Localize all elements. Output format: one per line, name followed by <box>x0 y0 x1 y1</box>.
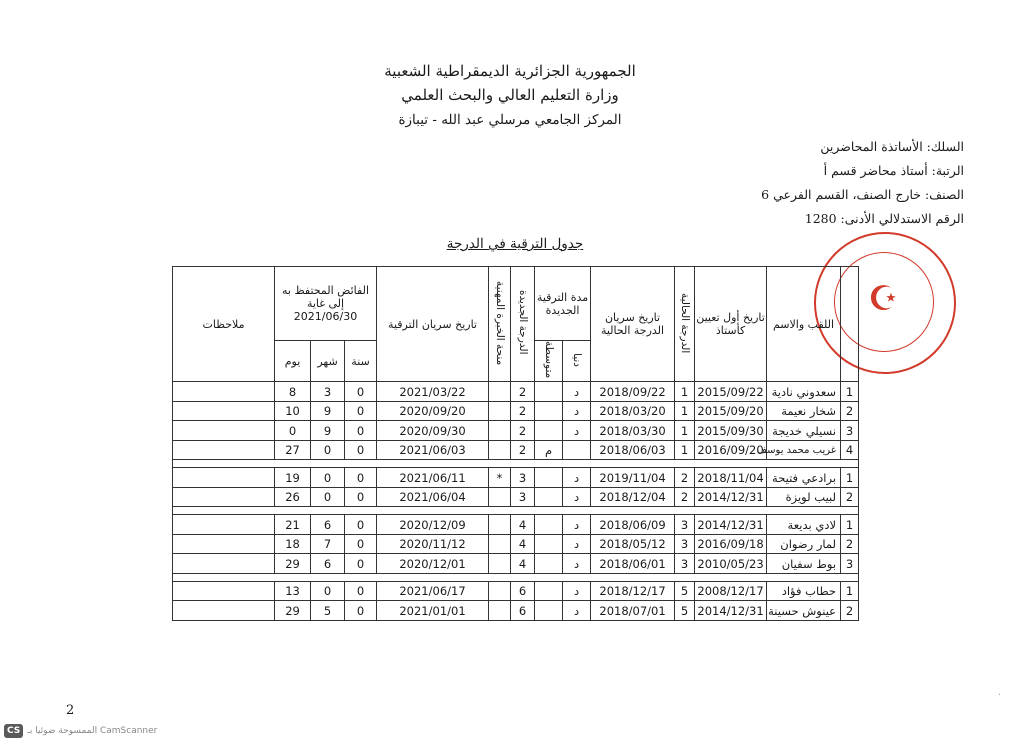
col-merit-grant <box>489 267 511 382</box>
col-new-grade-label: الدرجة الجديدة <box>517 290 530 355</box>
scanner-text: CamScanner الممسوحة ضوئيا بـ <box>27 726 158 736</box>
cell-gdate: 2018/06/03 <box>591 440 675 460</box>
cell-new: 6 <box>511 601 535 621</box>
table-row <box>173 421 859 441</box>
cell-min: د <box>563 534 591 554</box>
cell-n: 1 <box>841 515 859 535</box>
cell-n: 1 <box>841 382 859 402</box>
cell-name: لادي بديعة <box>767 515 841 535</box>
cell-pdate: 2020/12/01 <box>377 554 489 574</box>
cell-y: 0 <box>345 581 377 601</box>
cell-min: د <box>563 581 591 601</box>
cell-gdate: 2018/12/04 <box>591 487 675 507</box>
table-row <box>173 534 859 554</box>
header-center: المركز الجامعي مرسلي عبد الله - تيبازة <box>398 112 622 128</box>
cell-min: د <box>563 468 591 488</box>
cell-merit <box>489 515 511 535</box>
cell-new: 2 <box>511 382 535 402</box>
cell-y: 0 <box>345 487 377 507</box>
cell-avg <box>535 534 563 554</box>
cell-merit <box>489 440 511 460</box>
cell-avg <box>535 554 563 574</box>
cell-first: 2016/09/20 <box>695 440 767 460</box>
cell-name: حطاب فؤاد <box>767 581 841 601</box>
cell-new: 4 <box>511 515 535 535</box>
col-surplus: الفائض المحتفظ به إلى غاية 2021/06/30 <box>275 267 377 341</box>
cell-pdate: 2021/03/22 <box>377 382 489 402</box>
cell-first: 2010/05/23 <box>695 554 767 574</box>
table-row <box>173 581 859 601</box>
cell-min: د <box>563 487 591 507</box>
cell-m: 6 <box>311 554 345 574</box>
table-title: جدول الترقية في الدرجة <box>446 236 584 252</box>
cell-n: 4 <box>841 440 859 460</box>
cell-m: 0 <box>311 581 345 601</box>
corner-mark: · <box>998 690 1002 701</box>
cell-d: 10 <box>275 401 311 421</box>
cell-notes <box>173 601 275 621</box>
header-ministry: وزارة التعليم العالي والبحث العلمي <box>401 86 619 104</box>
cell-pdate: 2021/06/03 <box>377 440 489 460</box>
cell-notes <box>173 401 275 421</box>
cell-new: 3 <box>511 487 535 507</box>
cell-pdate: 2020/09/30 <box>377 421 489 441</box>
cell-merit: * <box>489 468 511 488</box>
cell-y: 0 <box>345 515 377 535</box>
cell-n: 3 <box>841 421 859 441</box>
cell-name: لمار رضوان <box>767 534 841 554</box>
cell-m: 0 <box>311 487 345 507</box>
col-name: اللقب والاسم <box>767 267 841 382</box>
cell-n: 1 <box>841 581 859 601</box>
cell-grade: 3 <box>675 534 695 554</box>
col-year: سنة <box>345 341 377 382</box>
cell-gdate: 2019/11/04 <box>591 468 675 488</box>
cell-grade: 1 <box>675 382 695 402</box>
promotion-table <box>172 266 859 621</box>
cell-gdate: 2018/06/09 <box>591 515 675 535</box>
cell-n: 2 <box>841 534 859 554</box>
cell-new: 3 <box>511 468 535 488</box>
cell-new: 4 <box>511 554 535 574</box>
cell-d: 21 <box>275 515 311 535</box>
cell-gdate: 2018/03/30 <box>591 421 675 441</box>
cell-avg <box>535 515 563 535</box>
col-day: يوم <box>275 341 311 382</box>
cell-m: 5 <box>311 601 345 621</box>
col-min-label: دنيا <box>571 352 584 367</box>
cell-m: 7 <box>311 534 345 554</box>
cell-avg <box>535 382 563 402</box>
cell-gdate: 2018/05/12 <box>591 534 675 554</box>
cell-d: 19 <box>275 468 311 488</box>
cell-first: 2015/09/20 <box>695 401 767 421</box>
cell-min: د <box>563 554 591 574</box>
cell-gdate: 2018/03/20 <box>591 401 675 421</box>
cell-first: 2014/12/31 <box>695 515 767 535</box>
cell-first: 2015/09/22 <box>695 382 767 402</box>
cell-y: 0 <box>345 554 377 574</box>
cell-n: 2 <box>841 401 859 421</box>
cell-n: 3 <box>841 554 859 574</box>
table-body <box>173 382 859 621</box>
cell-m: 9 <box>311 401 345 421</box>
cell-d: 26 <box>275 487 311 507</box>
cell-notes <box>173 421 275 441</box>
cell-merit <box>489 487 511 507</box>
cell-d: 0 <box>275 421 311 441</box>
cell-name: نسيلي خديجة <box>767 421 841 441</box>
meta-index: الرقم الاستدلالي الأدنى: 1280 <box>804 211 964 226</box>
cell-notes <box>173 468 275 488</box>
cell-y: 0 <box>345 534 377 554</box>
cell-grade: 3 <box>675 515 695 535</box>
cell-y: 0 <box>345 601 377 621</box>
cell-m: 0 <box>311 468 345 488</box>
cell-merit <box>489 601 511 621</box>
cell-name: عينوش حسينة <box>767 601 841 621</box>
table-row <box>173 468 859 488</box>
col-number <box>841 267 859 382</box>
col-merit-grant-label: منحة الخبرة المهنية <box>494 280 507 365</box>
cell-grade: 1 <box>675 440 695 460</box>
table-row <box>173 515 859 535</box>
cell-d: 29 <box>275 601 311 621</box>
col-current-grade-label: الدرجة الحالية <box>679 292 692 353</box>
cell-new: 6 <box>511 581 535 601</box>
cell-first: 2015/09/30 <box>695 421 767 441</box>
cell-d: 8 <box>275 382 311 402</box>
cell-first: 2016/09/18 <box>695 534 767 554</box>
group-separator <box>173 460 859 468</box>
scanner-watermark <box>4 724 157 738</box>
cell-grade: 1 <box>675 421 695 441</box>
cell-notes <box>173 534 275 554</box>
table-row <box>173 487 859 507</box>
cell-pdate: 2021/01/01 <box>377 601 489 621</box>
cell-min: د <box>563 421 591 441</box>
cell-min: د <box>563 601 591 621</box>
cell-pdate: 2020/12/09 <box>377 515 489 535</box>
table-row <box>173 554 859 574</box>
cell-y: 0 <box>345 382 377 402</box>
cell-new: 2 <box>511 401 535 421</box>
cell-y: 0 <box>345 421 377 441</box>
cell-m: 6 <box>311 515 345 535</box>
cell-merit <box>489 421 511 441</box>
cell-grade: 5 <box>675 581 695 601</box>
cell-new: 4 <box>511 534 535 554</box>
table-row <box>173 601 859 621</box>
cell-first: 2008/12/17 <box>695 581 767 601</box>
page-number: 2 <box>66 703 75 718</box>
cell-notes <box>173 554 275 574</box>
col-promotion-duration: مدة الترقية الجديدة <box>535 267 591 341</box>
cell-merit <box>489 401 511 421</box>
table-row <box>173 382 859 402</box>
cell-avg: م <box>535 440 563 460</box>
cell-min: د <box>563 401 591 421</box>
cell-m: 0 <box>311 440 345 460</box>
cell-avg <box>535 601 563 621</box>
cell-name: شخار نعيمة <box>767 401 841 421</box>
col-first-appointment: تاريخ أول تعيين كأستاذ <box>695 267 767 382</box>
cell-avg <box>535 401 563 421</box>
col-avg-label: متوسطة <box>543 341 556 379</box>
cell-m: 9 <box>311 421 345 441</box>
stamp-crescent-icon: ☪ <box>868 279 899 319</box>
cell-grade: 3 <box>675 554 695 574</box>
cell-pdate: 2021/06/04 <box>377 487 489 507</box>
cell-avg <box>535 581 563 601</box>
cell-m: 3 <box>311 382 345 402</box>
cell-notes <box>173 440 275 460</box>
cell-pdate: 2021/06/17 <box>377 581 489 601</box>
cell-pdate: 2020/09/20 <box>377 401 489 421</box>
cell-name: لبيب لويزة <box>767 487 841 507</box>
col-avg <box>535 341 563 382</box>
cell-notes <box>173 581 275 601</box>
col-current-grade-date: تاريخ سريان الدرجة الحالية <box>591 267 675 382</box>
group-separator <box>173 507 859 515</box>
cell-y: 0 <box>345 468 377 488</box>
cell-gdate: 2018/09/22 <box>591 382 675 402</box>
cell-grade: 2 <box>675 468 695 488</box>
col-promotion-date: تاريخ سريان الترقية <box>377 267 489 382</box>
cell-merit <box>489 581 511 601</box>
cell-min <box>563 440 591 460</box>
col-new-grade <box>511 267 535 382</box>
cell-n: 2 <box>841 487 859 507</box>
cell-n: 2 <box>841 601 859 621</box>
cell-name: برادعي فتيحة <box>767 468 841 488</box>
cell-grade: 2 <box>675 487 695 507</box>
cell-name: غريب محمد يوسف <box>767 440 841 460</box>
header-republic: الجمهورية الجزائرية الديمقراطية الشعبية <box>384 62 636 80</box>
cell-d: 27 <box>275 440 311 460</box>
cell-d: 13 <box>275 581 311 601</box>
cell-name: بوط سفيان <box>767 554 841 574</box>
col-current-grade <box>675 267 695 382</box>
cell-gdate: 2018/12/17 <box>591 581 675 601</box>
col-month: شهر <box>311 341 345 382</box>
cell-min: د <box>563 515 591 535</box>
cell-notes <box>173 515 275 535</box>
cell-y: 0 <box>345 440 377 460</box>
cell-first: 2018/11/04 <box>695 468 767 488</box>
cell-d: 29 <box>275 554 311 574</box>
cell-new: 2 <box>511 440 535 460</box>
cell-first: 2014/12/31 <box>695 601 767 621</box>
cell-avg <box>535 421 563 441</box>
cell-pdate: 2021/06/11 <box>377 468 489 488</box>
table-row <box>173 401 859 421</box>
cell-min: د <box>563 382 591 402</box>
table-row <box>173 440 859 460</box>
cell-name: سعدوني نادية <box>767 382 841 402</box>
cell-grade: 5 <box>675 601 695 621</box>
camscanner-icon: CS <box>4 724 23 738</box>
col-notes: ملاحظات <box>173 267 275 382</box>
group-separator <box>173 573 859 581</box>
cell-gdate: 2018/06/01 <box>591 554 675 574</box>
cell-first: 2014/12/31 <box>695 487 767 507</box>
cell-notes <box>173 382 275 402</box>
cell-merit <box>489 534 511 554</box>
col-min <box>563 341 591 382</box>
cell-pdate: 2020/11/12 <box>377 534 489 554</box>
cell-grade: 1 <box>675 401 695 421</box>
cell-avg <box>535 487 563 507</box>
meta-rank: الرتبة: أستاذ محاضر قسم أ <box>823 163 964 178</box>
cell-avg <box>535 468 563 488</box>
cell-new: 2 <box>511 421 535 441</box>
cell-gdate: 2018/07/01 <box>591 601 675 621</box>
cell-merit <box>489 382 511 402</box>
cell-notes <box>173 487 275 507</box>
cell-y: 0 <box>345 401 377 421</box>
cell-merit <box>489 554 511 574</box>
meta-corps: السلك: الأساتذة المحاضرين <box>820 139 964 154</box>
cell-d: 18 <box>275 534 311 554</box>
cell-n: 1 <box>841 468 859 488</box>
meta-category: الصنف: خارج الصنف، القسم الفرعي 6 <box>761 187 964 202</box>
